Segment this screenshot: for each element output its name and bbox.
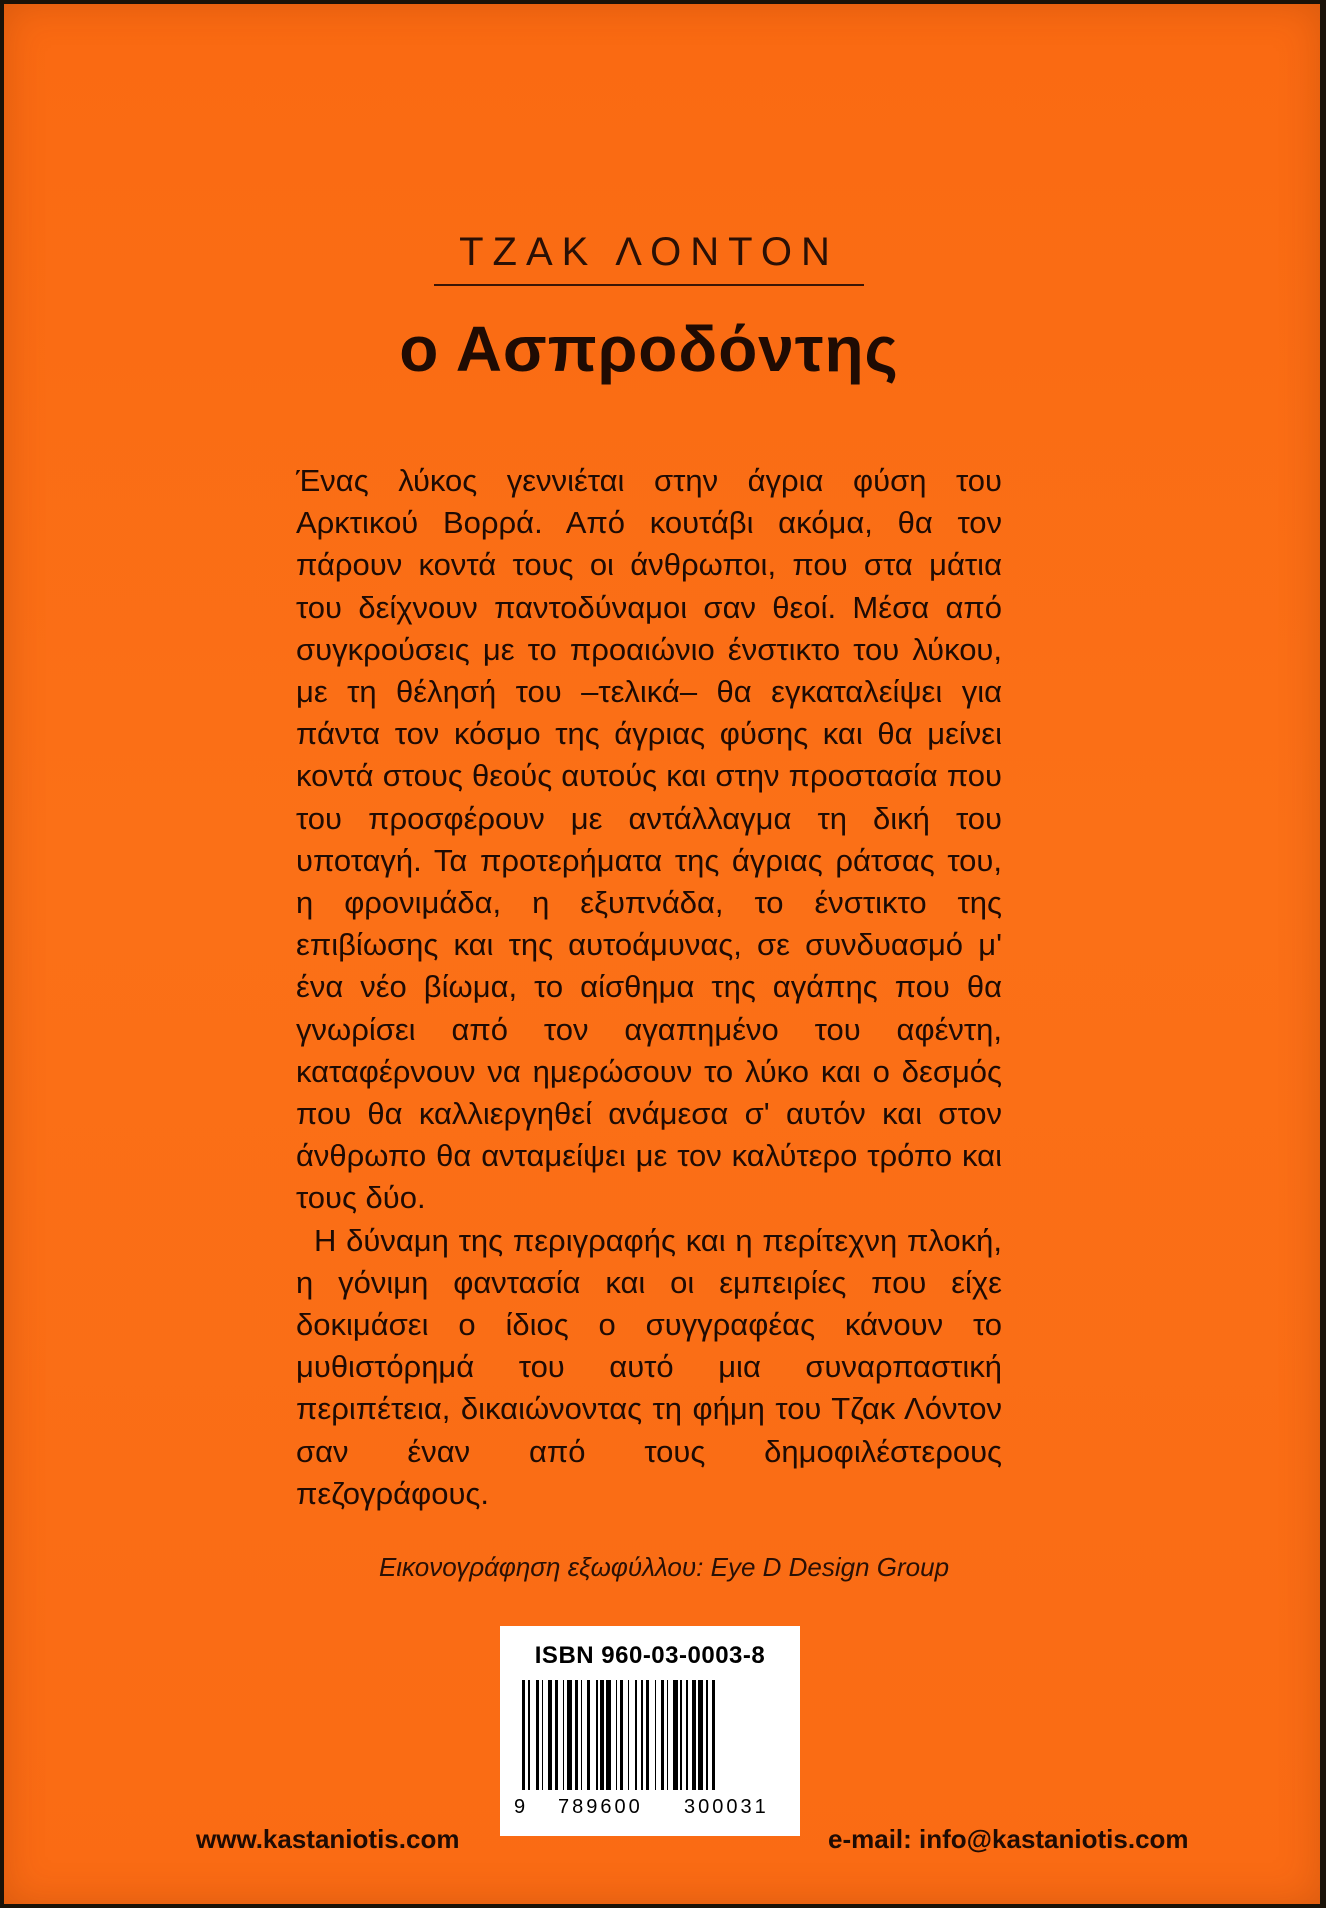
- barcode-bar: [620, 1680, 623, 1790]
- author-underline: [434, 284, 864, 286]
- barcode-bar: [522, 1680, 525, 1790]
- barcode-bar: [661, 1680, 664, 1790]
- barcode-bar: [628, 1680, 630, 1790]
- barcode-bar: [680, 1680, 682, 1790]
- barcode-bar: [667, 1680, 669, 1790]
- barcode-bar: [567, 1680, 572, 1790]
- barcode-bar: [536, 1680, 539, 1790]
- barcode-bar: [542, 1680, 544, 1790]
- barcode-bar: [706, 1680, 708, 1790]
- barcode-bar: [698, 1680, 703, 1790]
- isbn-number: ISBN 960-03-0003-8: [534, 1642, 766, 1669]
- barcode-bar: [581, 1680, 583, 1790]
- barcode-bar: [587, 1680, 590, 1790]
- synopsis-paragraph-2: Η δύναμη της περιγραφής και η περίτεχνη πλοκή, η γόνιμη φαντασία και οι εμπειρίες που είχε δοκιμάσει ο ίδιος ο συγγραφέας κάνουν το μυθιστόρημά του αυτό μια συναρπαστική περιπέτεια, δικαιώνοντας τη φήμη του Τζακ Λόντον σαν έναν από τους δημοφιλέστερους πεζογράφους.: [296, 1222, 1002, 1511]
- barcode-bar: [563, 1680, 565, 1790]
- author-name: ΤΖΑΚ ΛΟΝΤΟΝ: [459, 230, 839, 274]
- barcode-bar: [606, 1680, 611, 1790]
- synopsis: [296, 460, 1002, 1515]
- publisher-website: www.kastaniotis.com: [196, 1824, 460, 1854]
- barcode-digit-first: 9: [514, 1796, 526, 1818]
- barcode-bar: [646, 1680, 649, 1790]
- barcode-bar: [575, 1680, 578, 1790]
- isbn-barcode: [500, 1626, 800, 1836]
- barcode-bar: [641, 1680, 643, 1790]
- synopsis-paragraph-1: Ένας λύκος γεννιέται στην άγρια φύση του Αρκτικού Βορρά. Από κουτάβι ακόμα, θα τον πάρουν κοντά τους οι άνθρωποι, που στα μάτια του δείχνουν παντοδύναμοι σαν θεοί. Μέσα από συγκρούσεις με το προαιώνιο ένστικτο του λύκου, με τη θέλησή του –τελικά– θα εγκαταλείψει για πάντα τον κόσμο της άγριας φύσης και θα μείνει κοντά στους θεούς αυτούς και στην προστασία που του προσφέρουν με αντάλλαγμα τη δική του υποταγή. Τα προτερήματα της άγριας ράτσας του, η φρονιμάδα, η εξυπνάδα, το ένστικτο της επιβίωσης και της αυτοάμυνας, σε συνδυασμό μ' ένα νέο βίωμα, το αίσθημα της αγάπης που θα γνωρίσει από τον αγαπημένο του αφέντη, καταφέρνουν να ημερώσουν το λύκο και ο δεσμός που θα καλλιεργηθεί ανάμεσα σ' αυτόν και στον άνθρωπο θα ανταμείψει με τον καλύτερο τρόπο και τους δύο.: [296, 463, 1002, 1216]
- barcode-bar: [673, 1680, 678, 1790]
- cover-illustration-credit: Εικονογράφηση εξωφύλλου: Eye D Design Group: [378, 1552, 950, 1582]
- barcode-bar: [686, 1680, 688, 1790]
- barcode-digits-right: 300031: [684, 1796, 769, 1818]
- barcode-bar: [635, 1680, 637, 1790]
- barcode-bar: [555, 1680, 558, 1790]
- barcode-digits-left: 789600: [558, 1796, 643, 1818]
- barcode-bar: [528, 1680, 530, 1790]
- barcode-bar: [600, 1680, 603, 1790]
- barcode-bar: [712, 1680, 715, 1790]
- barcode-bar: [616, 1680, 618, 1790]
- barcode-bar: [596, 1680, 598, 1790]
- publisher-email: e-mail: info@kastaniotis.com: [828, 1824, 1189, 1854]
- book-back-cover: [4, 4, 1320, 1904]
- book-title: ο Ασπροδόντης: [399, 313, 899, 385]
- barcode-bars: [522, 1680, 782, 1790]
- barcode-bar: [548, 1680, 553, 1790]
- barcode-bar: [692, 1680, 695, 1790]
- barcode-bar: [655, 1680, 657, 1790]
